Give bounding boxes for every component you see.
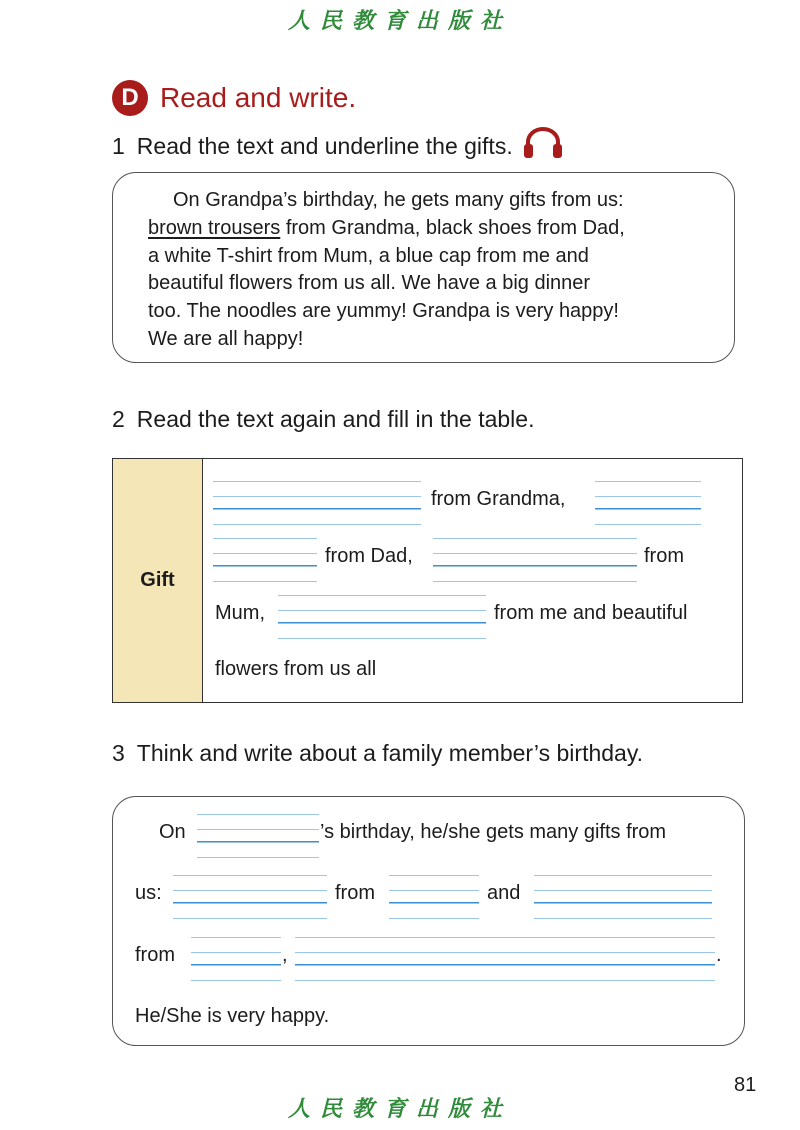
text-comma: , <box>282 944 288 966</box>
writing-box <box>112 796 745 1046</box>
text-flowers: flowers from us all <box>215 658 377 680</box>
reading-line-1: On Grandpa’s birthday, he gets many gifts from us: <box>173 189 624 211</box>
gift-table-body <box>203 459 742 702</box>
reading-line-5: too. The noodles are yummy! Grandpa is very happy! <box>148 300 619 323</box>
section-header <box>112 80 356 116</box>
text-from-2: from <box>135 944 175 966</box>
blank-giver-2[interactable] <box>191 937 281 979</box>
section-title: Read and write. <box>160 82 357 113</box>
text-on: On <box>159 821 186 843</box>
blank-sentence[interactable] <box>295 937 715 979</box>
text-birthday: ’s birthday, he/she gets many gifts from <box>320 821 667 843</box>
task-2-number: 2 <box>112 406 125 432</box>
blank-giver-1[interactable] <box>389 875 479 917</box>
headphones-icon[interactable] <box>521 126 565 166</box>
reading-text-box <box>112 172 735 363</box>
blank-gift-grandma[interactable] <box>213 481 421 523</box>
text-closing: He/She is very happy. <box>135 1005 330 1027</box>
task-1-heading <box>112 126 565 166</box>
text-us: us: <box>135 882 162 904</box>
reading-line-6: We are all happy! <box>148 327 304 350</box>
gift-table-header: Gift <box>113 459 203 702</box>
blank-gift-2[interactable] <box>534 875 712 917</box>
text-mum: Mum, <box>215 602 265 624</box>
task-1-instruction: Read the text and underline the gifts. <box>136 132 513 159</box>
section-badge: D <box>112 80 148 116</box>
task-2-heading <box>112 406 534 433</box>
task-3-instruction: Think and write about a family member’s birthday. <box>136 740 644 766</box>
task-3-number: 3 <box>112 740 125 766</box>
text-from: from <box>644 545 684 567</box>
text-and: and <box>487 882 521 904</box>
task-2-instruction: Read the text again and fill in the table. <box>136 406 535 432</box>
blank-family-member[interactable] <box>197 814 319 856</box>
blank-gift-1[interactable] <box>173 875 327 917</box>
reading-line-3: a white T-shirt from Mum, a blue cap from me and <box>148 244 589 267</box>
blank-gift-mum[interactable] <box>433 538 637 580</box>
blank-gift-dad[interactable] <box>213 538 317 580</box>
blank-gift-dad-item[interactable] <box>595 481 701 523</box>
reading-line-2 <box>148 215 700 243</box>
text-from-grandma: from Grandma, <box>431 488 566 510</box>
reading-line-2-rest: from Grandma, black shoes from Dad, <box>280 216 625 239</box>
publisher-logo-bottom: 人民教育出版社 <box>287 1096 512 1122</box>
blank-gift-me[interactable] <box>278 595 486 637</box>
task-3-heading <box>112 740 643 767</box>
underlined-gift: brown trousers <box>148 216 281 239</box>
publisher-logo-top: 人民教育出版社 <box>287 8 512 34</box>
page-number: 81 <box>734 1074 757 1096</box>
text-from-1: from <box>335 882 375 904</box>
reading-line-4: beautiful flowers from us all. We have a big dinner <box>148 272 591 295</box>
gift-table <box>112 458 743 703</box>
text-from-dad: from Dad, <box>325 545 413 567</box>
text-from-me: from me and beautiful <box>494 602 688 624</box>
task-1-number: 1 <box>112 132 125 159</box>
text-period: . <box>716 944 722 966</box>
